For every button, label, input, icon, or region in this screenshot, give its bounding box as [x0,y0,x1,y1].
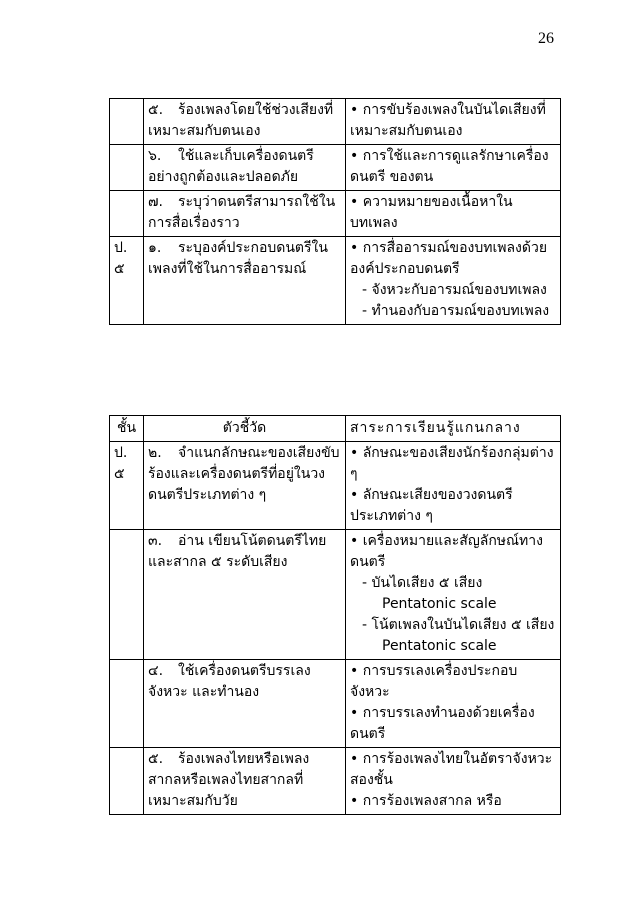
indicator-text: ใช้เครื่องดนตรีบรรเลงจังหวะ และทำนอง [148,663,311,700]
table-row [110,748,561,815]
table-row [110,530,561,660]
content-bullet-item: • เครื่องหมายและสัญลักษณ์ทางดนตรี [350,531,556,573]
table-body [110,99,561,325]
core-content-cell [346,237,561,325]
grade-level-cell: ป. ๕ [110,442,144,530]
content-bullet-item: • การร้องเพลงไทยในอัตราจังหวะสองชั้น [350,749,556,791]
content-bullet-item: • ความหมายของเนื้อหาในบทเพลง [350,192,556,234]
table-row [110,191,561,237]
indicator-text: ระบุว่าดนตรีสามารถใช้ในการสื่อเรื่องราว [148,194,336,231]
curriculum-table [109,415,561,815]
table-row [110,237,561,325]
content-bullet-item: • ลักษณะเสียงของวงดนตรีประเภทต่าง ๆ [350,485,556,527]
indicator-cell [144,237,346,325]
indicator-number: ๕. [148,102,164,118]
grade-level-cell [110,145,144,191]
core-content-cell [346,99,561,145]
indicator-number: ๒. [148,445,162,461]
indicator-cell [144,145,346,191]
core-content-cell [346,191,561,237]
curriculum-table-continued [109,98,561,325]
indicator-cell [144,191,346,237]
content-bullet-item: • การขับร้องเพลงในบันไดเสียงที่เหมาะสมกับตนเอง [350,100,556,142]
indicator-cell [144,660,346,748]
core-content-cell [346,145,561,191]
table-row [110,99,561,145]
content-sub-item: - จังหวะกับอารมณ์ของบทเพลง [362,280,556,301]
indicator-number: ๔. [148,663,164,679]
table-body [110,442,561,815]
core-content-cell [346,748,561,815]
indicator-number: ๖. [148,148,162,164]
table-row [110,442,561,530]
content-sub-item: - ทำนองกับอารมณ์ของบทเพลง [362,301,556,322]
table-row [110,660,561,748]
core-content-cell [346,660,561,748]
grade-level-cell [110,99,144,145]
indicator-text: ระบุองค์ประกอบดนตรีในเพลงที่ใช้ในการสื่ออารมณ์ [148,240,328,277]
core-content-cell [346,442,561,530]
indicator-cell [144,748,346,815]
content-bullet-item: • การร้องเพลงสากล หรือ [350,791,556,812]
indicator-cell [144,530,346,660]
grade-level-cell [110,530,144,660]
indicator-cell [144,99,346,145]
content-bullet-item: • การบรรเลงเครื่องประกอบจังหวะ [350,661,556,703]
table-header [110,416,561,442]
indicator-text: ใช้และเก็บเครื่องดนตรีอย่างถูกต้องและปลอดภัย [148,148,314,185]
header-row [110,416,561,442]
indicator-text: ร้องเพลงไทยหรือเพลงสากลหรือเพลงไทยสากลที่เหมาะสมกับวัย [148,751,310,809]
core-content-cell [346,530,561,660]
content-bullet-item: • การสื่ออารมณ์ของบทเพลงด้วยองค์ประกอบดนตรี [350,238,556,280]
grade-level-cell: ป. ๕ [110,237,144,325]
header-level: ชั้น [110,416,144,442]
content-bullet-item: • การบรรเลงทำนองด้วยเครื่องดนตรี [350,703,556,745]
grade-level-cell [110,748,144,815]
content-sub-item: - โน้ตเพลงในบันไดเสียง ๕ เสียง Pentatonic scale [362,615,556,657]
grade-level-cell [110,660,144,748]
indicator-text: ร้องเพลงโดยใช้ช่วงเสียงที่เหมาะสมกับตนเอง [148,102,334,139]
indicator-text: จำแนกลักษณะของเสียงขับร้องและเครื่องดนตรีที่อยู่ในวงดนตรีประเภทต่าง ๆ [148,445,340,503]
table-row [110,145,561,191]
page-number: 26 [538,30,554,47]
content-bullet-item: • การใช้และการดูแลรักษาเครื่องดนตรี ของตน [350,146,556,188]
header-indicator: ตัวชี้วัด [144,416,346,442]
header-core-content: สาระการเรียนรู้แกนกลาง [346,416,561,442]
indicator-number: ๗. [148,194,163,210]
indicator-number: ๓. [148,533,163,549]
content-bullet-item: • ลักษณะของเสียงนักร้องกลุ่มต่าง ๆ [350,443,556,485]
indicator-text: อ่าน เขียนโน้ตดนตรีไทยและสากล ๕ ระดับเสียง [148,533,327,570]
content-sub-item: - บันไดเสียง ๕ เสียง Pentatonic scale [362,573,556,615]
grade-level-cell [110,191,144,237]
indicator-cell [144,442,346,530]
indicator-number: ๑. [148,240,162,256]
indicator-number: ๕. [148,751,164,767]
